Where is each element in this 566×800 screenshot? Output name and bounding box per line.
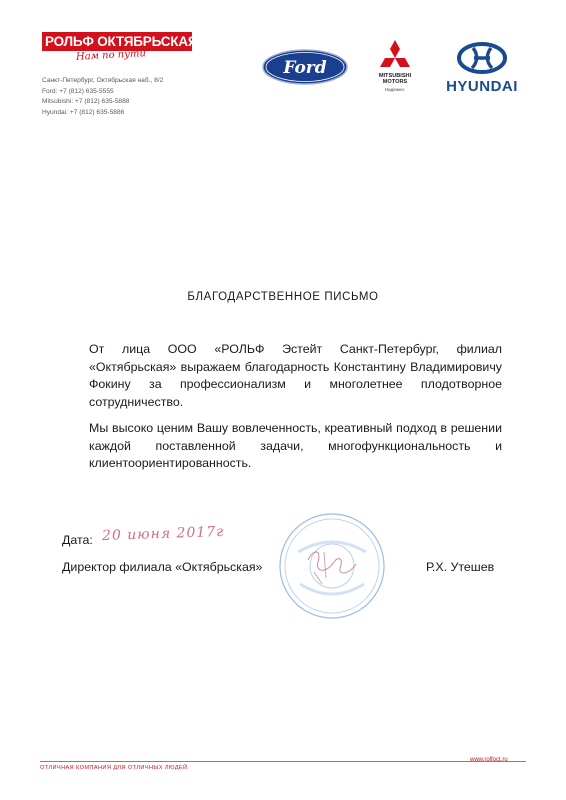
mitsubishi-text-3: Надежно. (384, 87, 406, 92)
footer-divider (40, 761, 526, 762)
date-label: Дата: (62, 533, 93, 547)
letter-paragraph-2: Мы высоко ценим Вашу вовлеченность, креативный подход в решении каждой поставленной задачи, многофункциональность и клиентоориентированность. (89, 421, 502, 471)
mitsubishi-text-2: MOTORS (382, 79, 408, 85)
mitsubishi-logo (374, 38, 416, 98)
director-title: Директор филиала «Октябрьская» (62, 560, 263, 574)
rolf-logo: РОЛЬФ ОКТЯБРЬСКАЯ (42, 32, 192, 51)
contact-hyundai: Hyundai: +7 (812) 635-5886 (42, 108, 125, 116)
mitsubishi-text-1: MITSUBISHI (378, 73, 412, 79)
letter-paragraph-1: От лица ООО «РОЛЬФ Эстейт Санкт-Петербург, филиал «Октябрьская» выражаем благодарность Константину Владимировичу Фокину за профессионализм и многолетнее плодотворное сотрудничество. (89, 342, 502, 409)
contact-mitsubishi: Mitsubishi: +7 (812) 635-5888 (42, 98, 130, 105)
handwritten-date: 20 июня 2017г (101, 523, 225, 545)
signer-name: Р.Х. Утешев (426, 560, 495, 574)
official-stamp-icon (278, 512, 386, 620)
contact-ford: Ford: +7 (812) 635-5555 (42, 87, 114, 95)
rolf-slogan: Нам по пути (75, 48, 147, 63)
hyundai-logo-text: HYUNDAI (446, 78, 518, 95)
hyundai-logo (442, 42, 522, 96)
letter-title: БЛАГОДАРСТВЕННОЕ ПИСЬМО (187, 291, 379, 303)
contact-address: Санкт-Петербург, Октябрьская наб., 8/2 (42, 77, 164, 84)
footer-slogan: ОТЛИЧНАЯ КОМПАНИЯ ДЛЯ ОТЛИЧНЫХ ЛЮДЕЙ (40, 765, 188, 771)
ford-logo-text: Ford (283, 58, 327, 78)
footer-website: www.rolfoct.ru (470, 757, 508, 763)
ford-logo (262, 49, 348, 85)
contacts-block (42, 76, 163, 118)
